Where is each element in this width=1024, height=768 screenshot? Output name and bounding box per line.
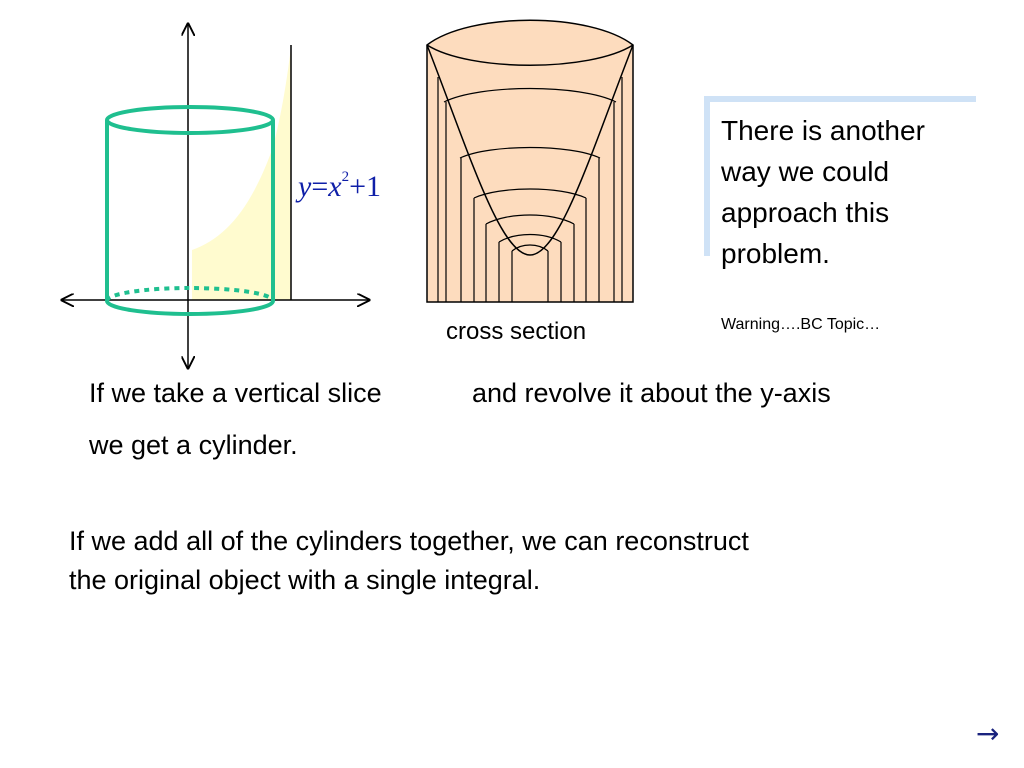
note-text: There is another way we could approach this problem. — [721, 115, 925, 269]
cylinder-bottom-front — [107, 301, 273, 314]
cylinder-top-ellipse — [107, 107, 273, 133]
equation-rest: +1 — [349, 170, 381, 203]
cross-section-caption: cross section — [446, 318, 587, 345]
body-line-2: we get a cylinder. — [89, 430, 298, 460]
cross-section-figure — [427, 20, 633, 302]
equation-exponent: 2 — [341, 169, 350, 185]
solid-body — [427, 20, 633, 302]
warning-text: Warning….BC Topic… — [721, 316, 881, 333]
equation-label — [298, 170, 381, 204]
body-line-1b: and revolve it about the y-axis — [472, 378, 831, 408]
vertical-slice-region — [192, 47, 291, 300]
equation-lhs: y — [298, 170, 312, 203]
body-para2-line2: the original object with a single integral. — [69, 565, 541, 595]
body-line-1a: If we take a vertical slice — [89, 378, 382, 408]
equation-var: x — [328, 170, 342, 203]
next-arrow-icon[interactable]: → — [976, 717, 1000, 750]
body-para2-line1: If we add all of the cylinders together, we can reconstruct — [69, 526, 749, 556]
equation-equals: = — [311, 170, 329, 203]
